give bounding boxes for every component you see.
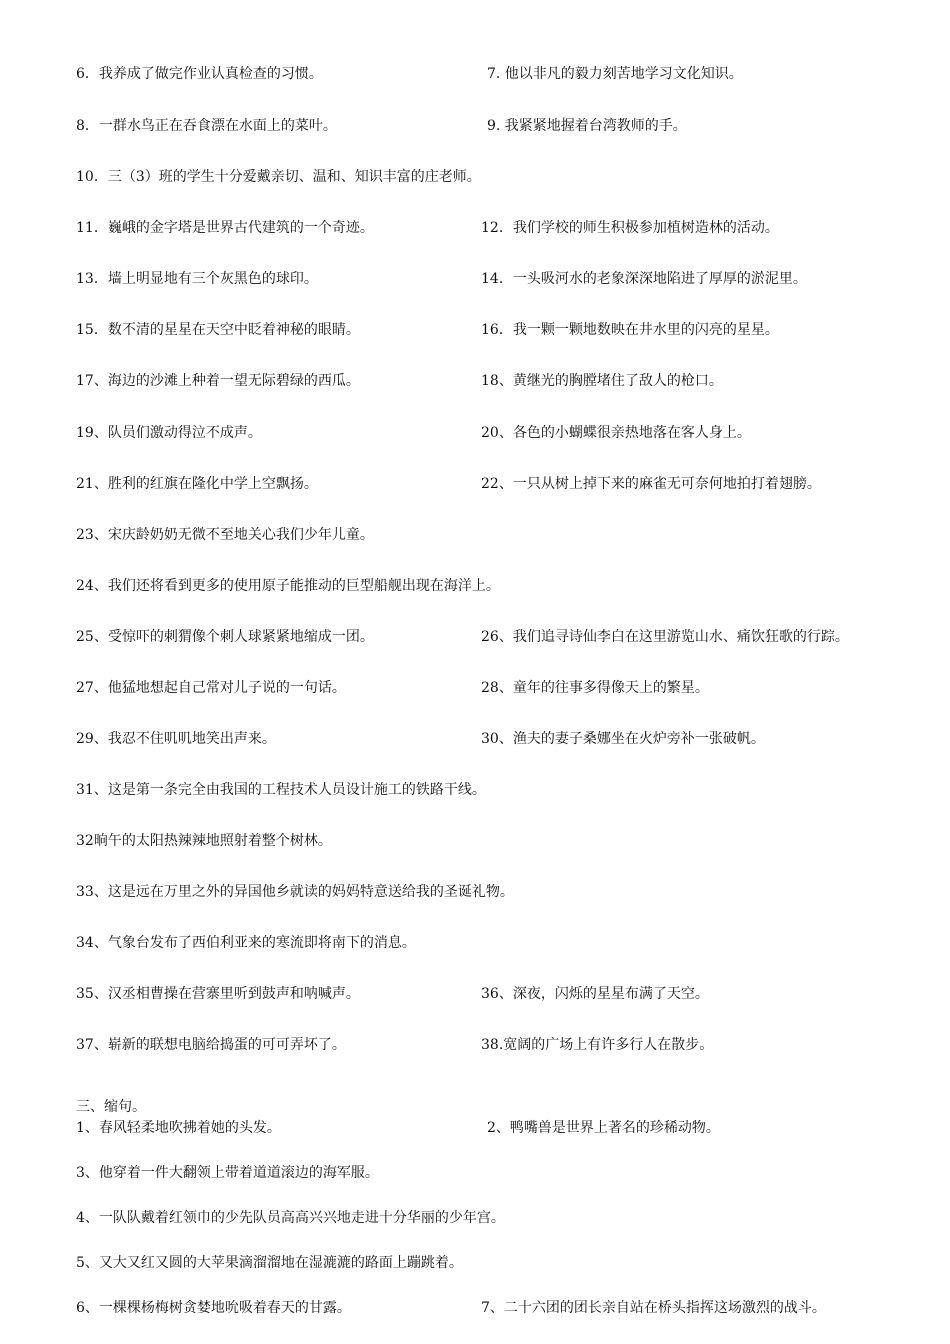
sentence-item: 23、宋庆龄奶奶无微不至地关心我们少年儿童。 — [76, 527, 374, 543]
sentence-item: 17、海边的沙滩上种着一望无际碧绿的西瓜。 — [76, 373, 360, 389]
sentence-row — [76, 1034, 936, 1056]
sentence-row — [76, 1162, 936, 1184]
sentence-row — [76, 677, 936, 699]
sentence-item: 31、这是第一条完全由我国的工程技术人员设计施工的铁路干线。 — [76, 782, 486, 798]
sentence-item: 12．我们学校的师生积极参加植树造林的活动。 — [481, 220, 779, 236]
sentence-item: 15．数不清的星星在天空中眨着神秘的眼睛。 — [76, 322, 360, 338]
sentence-item: 6．我养成了做完作业认真检查的习惯。 — [76, 66, 323, 82]
sentence-row — [76, 1297, 936, 1319]
sentence-item: 4、一队队戴着红领巾的少先队员高高兴兴地走进十分华丽的少年宫。 — [76, 1210, 505, 1226]
sentence-item: 7. 他以非凡的毅力刻苦地学习文化知识。 — [487, 66, 743, 82]
sentence-item: 7、二十六团的团长亲自站在桥头指挥这场激烈的战斗。 — [481, 1300, 826, 1316]
sentence-item: 20、各色的小蝴蝶很亲热地落在客人身上。 — [481, 425, 751, 441]
sentence-row — [76, 728, 936, 750]
sentence-item: 24、我们还将看到更多的使用原子能推动的巨型船舰出现在海洋上。 — [76, 578, 500, 594]
sentence-item: 32晌午的太阳热辣辣地照射着整个树林。 — [76, 833, 332, 849]
sentence-item: 22、一只从树上掉下来的麻雀无可奈何地拍打着翅膀。 — [481, 476, 821, 492]
sentence-row — [76, 1207, 936, 1229]
sentence-item: 36、深夜，闪烁的星星布满了天空。 — [481, 986, 709, 1002]
sentence-row — [76, 422, 936, 444]
sentence-item: 16．我一颗一颗地数映在井水里的闪亮的星星。 — [481, 322, 779, 338]
section-heading — [76, 1096, 936, 1118]
sentence-item: 18、黄继光的胸膛堵住了敌人的枪口。 — [481, 373, 723, 389]
sentence-item: 27、他猛地想起自己常对儿子说的一句话。 — [76, 680, 346, 696]
sentence-item: 28、童年的往事多得像天上的繁星。 — [481, 680, 709, 696]
sentence-item: 14．一头吸河水的老象深深地陷进了厚厚的淤泥里。 — [481, 271, 807, 287]
sentence-row — [76, 370, 936, 392]
sentence-item: 1、春风轻柔地吹拂着她的头发。 — [76, 1120, 281, 1136]
sentence-item: 25、受惊吓的刺猬像个刺人球紧紧地缩成一团。 — [76, 629, 374, 645]
sentence-row — [76, 524, 936, 546]
sentence-item: 2、鸭嘴兽是世界上著名的珍稀动物。 — [487, 1120, 720, 1136]
sentence-row — [76, 575, 936, 597]
sentence-row — [76, 473, 936, 495]
sentence-item: 35、汉丞相曹操在营寨里听到鼓声和呐喊声。 — [76, 986, 360, 1002]
sentence-row — [76, 1117, 936, 1139]
sentence-row — [76, 115, 936, 137]
sentence-item: 3、他穿着一件大翻领上带着道道滚边的海军服。 — [76, 1165, 379, 1181]
sentence-item: 33、这是远在万里之外的异国他乡就读的妈妈特意送给我的圣诞礼物。 — [76, 884, 514, 900]
sentence-row — [76, 779, 936, 801]
sentence-row — [76, 932, 936, 954]
sentence-item: 10．三（3）班的学生十分爱戴亲切、温和、知识丰富的庄老师。 — [76, 169, 481, 185]
section-title: 三、缩句。 — [76, 1099, 146, 1115]
sentence-row — [76, 830, 936, 852]
sentence-item: 26、我们追寻诗仙李白在这里游览山水、痛饮狂歌的行踪。 — [481, 629, 849, 645]
sentence-item: 38.宽阔的广场上有许多行人在散步。 — [481, 1037, 714, 1053]
sentence-row — [76, 217, 936, 239]
sentence-row — [76, 983, 936, 1005]
sentence-row — [76, 63, 936, 85]
sentence-item: 29、我忍不住叽叽地笑出声来。 — [76, 731, 276, 747]
sentence-item: 8．一群水鸟正在吞食漂在水面上的菜叶。 — [76, 118, 337, 134]
sentence-item: 11．巍峨的金字塔是世界古代建筑的一个奇迹。 — [76, 220, 374, 236]
sentence-item: 13．墙上明显地有三个灰黑色的球印。 — [76, 271, 318, 287]
sentence-row — [76, 268, 936, 290]
sentence-item: 19、队员们激动得泣不成声。 — [76, 425, 262, 441]
sentence-row — [76, 166, 936, 188]
sentence-item: 5、又大又红又圆的大苹果滴溜溜地在湿漉漉的路面上蹦跳着。 — [76, 1255, 463, 1271]
sentence-item: 6、一棵棵杨梅树贪婪地吮吸着春天的甘露。 — [76, 1300, 351, 1316]
sentence-item: 21、胜利的红旗在隆化中学上空飘扬。 — [76, 476, 318, 492]
sentence-row — [76, 1252, 936, 1274]
sentence-row — [76, 881, 936, 903]
sentence-item: 34、气象台发布了西伯利亚来的寒流即将南下的消息。 — [76, 935, 416, 951]
sentence-item: 9. 我紧紧地握着台湾教师的手。 — [487, 118, 687, 134]
sentence-item: 37、崭新的联想电脑给捣蛋的可可弄坏了。 — [76, 1037, 346, 1053]
sentence-row — [76, 319, 936, 341]
sentence-item: 30、渔夫的妻子桑娜坐在火炉旁补一张破帆。 — [481, 731, 765, 747]
sentence-row — [76, 626, 936, 648]
